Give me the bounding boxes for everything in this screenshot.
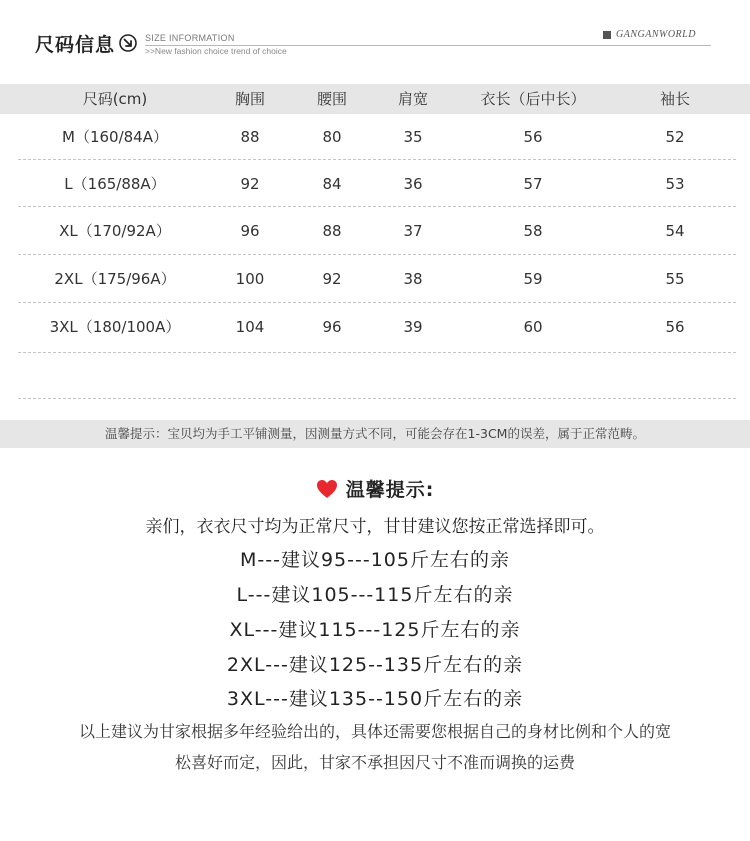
row-divider xyxy=(18,254,736,255)
size-cell: M（160/84A） xyxy=(62,128,168,146)
size-cell: 2XL（175/96A） xyxy=(54,270,176,288)
shoulder-cell: 35 xyxy=(403,128,423,146)
tips-title-text: 温馨提示: xyxy=(345,479,435,501)
shoulder-cell: 36 xyxy=(403,175,423,193)
sleeve-cell: 55 xyxy=(665,270,685,288)
length-cell: 59 xyxy=(523,270,543,288)
row-divider xyxy=(18,352,736,353)
table-row xyxy=(0,256,750,303)
chest-cell: 100 xyxy=(235,270,265,288)
waist-cell: 80 xyxy=(322,128,342,146)
recommendation-line: L---建议105---115斤左右的亲 xyxy=(236,584,514,606)
recommendation-line: M---建议95---105斤左右的亲 xyxy=(240,549,510,571)
table-row xyxy=(0,161,750,208)
chest-cell: 96 xyxy=(240,222,260,240)
col-header-chest: 胸围 xyxy=(234,90,265,108)
row-divider xyxy=(18,398,736,399)
size-cell: XL（170/92A） xyxy=(59,222,171,240)
row-divider xyxy=(18,206,736,207)
table-row xyxy=(0,114,750,161)
brand-square-icon xyxy=(603,31,611,39)
recommendation-line: 2XL---建议125--135斤左右的亲 xyxy=(226,654,524,676)
waist-cell: 84 xyxy=(322,175,342,193)
header-tagline: >>New fashion choice trend of choice xyxy=(145,46,287,56)
page-title: 尺码信息 xyxy=(35,34,116,56)
length-cell: 58 xyxy=(523,222,543,240)
tips-intro: 亲们，衣衣尺寸均为正常尺寸，甘甘建议您按正常选择即可。 xyxy=(145,517,605,537)
col-header-shoulder: 肩宽 xyxy=(397,90,428,108)
heart-icon xyxy=(316,479,338,499)
col-header-length: 衣长（后中长） xyxy=(480,90,586,108)
arrow-down-right-icon xyxy=(119,34,137,52)
sleeve-cell: 52 xyxy=(665,128,685,146)
shoulder-cell: 39 xyxy=(403,318,423,336)
measurement-notice-bar xyxy=(0,420,750,448)
chest-cell: 104 xyxy=(235,318,265,336)
tips-footer-line: 松喜好而定，因此，甘家不承担因尺寸不准而调换的运费 xyxy=(174,753,575,772)
recommendation-line: XL---建议115---125斤左右的亲 xyxy=(229,619,521,641)
tips-footer-line: 以上建议为甘家根据多年经验给出的，具体还需要您根据自己的身材比例和个人的宽 xyxy=(78,722,671,741)
size-table-header xyxy=(0,84,750,114)
shoulder-cell: 38 xyxy=(403,270,423,288)
row-divider xyxy=(18,159,736,160)
waist-cell: 92 xyxy=(322,270,342,288)
size-cell: L（165/88A） xyxy=(64,175,166,193)
tips-title xyxy=(0,475,750,499)
chest-cell: 92 xyxy=(240,175,260,193)
sleeve-cell: 53 xyxy=(665,175,685,193)
table-row xyxy=(0,208,750,255)
col-header-sleeve: 袖长 xyxy=(659,90,690,108)
length-cell: 57 xyxy=(523,175,543,193)
row-divider xyxy=(18,302,736,303)
recommendation-line: 3XL---建议135--150斤左右的亲 xyxy=(226,688,524,710)
chest-cell: 88 xyxy=(240,128,260,146)
sleeve-cell: 56 xyxy=(665,318,685,336)
length-cell: 56 xyxy=(523,128,543,146)
size-cell: 3XL（180/100A） xyxy=(49,318,181,336)
col-header-size: 尺码(cm) xyxy=(82,90,148,108)
table-row xyxy=(0,304,750,351)
measurement-notice: 温馨提示：宝贝均为手工平铺测量，因测量方式不同，可能会存在1-3CM的误差，属于正常范畴。 xyxy=(105,426,645,441)
header-subtitle: SIZE INFORMATION xyxy=(145,33,235,43)
length-cell: 60 xyxy=(523,318,543,336)
size-info-header xyxy=(0,0,750,80)
waist-cell: 96 xyxy=(322,318,342,336)
col-header-waist: 腰围 xyxy=(316,90,347,108)
shoulder-cell: 37 xyxy=(403,222,423,240)
sleeve-cell: 54 xyxy=(665,222,685,240)
brand-name: GANGANWORLD xyxy=(616,29,696,40)
waist-cell: 88 xyxy=(322,222,342,240)
